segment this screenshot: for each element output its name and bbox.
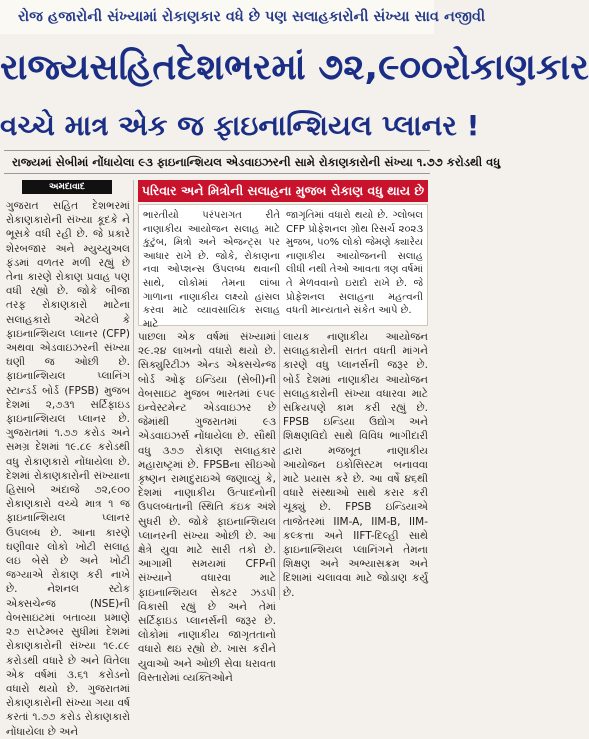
- headline-line-1: [0, 36, 589, 100]
- column-divider: [279, 330, 280, 600]
- sidebar-box-text-1: ભારતીયો પરંપરાગત રીતે નાણાકીય આયોજન સલાહ માટે કુટુંબ, મિત્રો અને એજન્ટ્સ પર આધાર રાખે છે. જોકે, રોકાણના નવા ઓપ્શન્સ ઉપલબ્ધ થવાની સાથે, લોકોમાં તેમના લાંબા ગાળાના નાણાકીય લક્ષ્યો હાંસલ કરવા માટે વ્યાવસાયિક સલાહ માટે: [143, 210, 280, 330]
- kicker-text: રોજ હજારોની સંખ્યામાં રોકાણકાર વધે છે પણ સલાહકારોની સંખ્યા સાવ નજીવી: [18, 9, 486, 25]
- sidebar-box-title: [138, 180, 428, 202]
- sidebar-box-column-2: [286, 209, 423, 323]
- dateline-text: અમદાવાદ: [49, 182, 85, 192]
- sidebar-box-title-text: પરિવાર અને મિત્રોની સલાહના મુજબ રોકાણ વધુ થાય છે: [141, 183, 425, 198]
- article-column-3: [283, 330, 428, 602]
- headline-line-1-text: રાજ્યસહિતદેશભરમાં ૭૨,૯૦૦રોકાણકાર: [0, 47, 589, 88]
- column-3-text: લાયક નાણાકીય આયોજન સલાહકારોની સતત વધતી માંગને કારણે વધુ પ્લાનર્સની જરૂર છે. બોર્ડ દેશમાં નાણાકીય આયોજન સલાહકારોની સંખ્યા વધારવા માટે સક્રિયપણે કામ કરી રહ્યું છે. FPSB ઇન્ડિયા ઉદ્યોગ અને શિક્ષણવિદો સાથે વિવિધ ભાગીદારી દ્વારા મજબૂત નાણાકીય આયોજન ઇકોસિસ્ટમ બનાવવા માટે પ્રયાસ કરે છે. આ વર્ષે ૪૬થી વધારે સંસ્થાઓ સાથે કરાર કરી ચૂક્યું છે. FPSB ઇન્ડિયાએ તાજેતરમાં IIM-A, IIM-B, IIM-કલ્કત્તા અને IIFT-દિલ્હી સાથે ફાઇનાન્શિયલ પ્લાનિંગને તેમના શિક્ષણ અને અભ્યાસક્રમ અને દિશામાં ચલાવવા માટે જોડાણ કર્યું છે.: [283, 331, 428, 599]
- subheadline-text: રાજ્યમાં સેબીમાં નોંધાયેલા ૯૩ ફાઇનાન્શિયલ એડવાઇઝરની સામે રોકાણકારોની સંખ્યા ૧.૭૭ કરોડથી વધુ: [12, 155, 501, 169]
- headline-line-2-text: વચ્ચે માત્ર એક જ ફાઇનાન્શિયલ પ્લાનર !: [0, 109, 480, 142]
- sidebar-box: [138, 204, 428, 330]
- column-1-text: ગુજરાત સહિત દેશભરમાં રોકાણકારોની સંખ્યા કૂદકે ને ભૂસકે વધી રહી છે. જે પ્રકારે શેરબજાર અને મ્યુચ્યુઅલ ફંડમાં વળતર મળી રહ્યું છે તેના કારણે રોકાણ પ્રવાહ પણ વધી રહ્યો છે. જોકે બીજા તરફ રોકાણકારો માટેના સલાહકારો એટલે કે ફાઇનાન્શિયલ પ્લાનર (CFP) અથવા એડવાઇઝરની સંખ્યા ઘણી જ ઓછી છે. ફાઇનાન્શિયલ પ્લાનિંગ સ્ટાન્ડર્ડ બોર્ડ (FPSB) મુજબ દેશમાં ૨,૭૩૧ સર્ટિફાઇડ ફાઇનાન્શિયલ પ્લાનર છે. ગુજરાતમાં ૧.૭૭ કરોડ અને સમગ્ર દેશમાં ૧૯.૮૯ કરોડથી વધુ રોકાણકારો નોંધાયેલા છે. દેશમાં રોકાણકારોની સંખ્યાના હિસાબે અંદાજે ૭૨,૯૦૦ રોકાણકારો વચ્ચે માત્ર ૧ જ ફાઇનાન્શિયલ પ્લાનર ઉપલબ્ધ છે. આના કારણે ઘણીવાર લોકો ખોટી સલાહ લઇ બેસે છે અને ખોટી જગ્યાએ રોકાણ કરી નાખે છે. નેશનલ સ્ટોક એક્સચેન્જ (NSE)ની વેબસાઇટમાં બતાવ્યા પ્રમાણે ૨૭ સપ્ટેમ્બર સુધીમાં દેશમાં રોકાણકારોની સંખ્યા ૧૯.૮૯ કરોડથી વધારે છે અને વિતેલા એક વર્ષમાં ૩.૬૧ કરોડનો વધારો થયો છે. ગુજરાતમાં રોકાણકારોની સંખ્યા ગયા વર્ષ કરતાં ૧.૭૭ કરોડ રોકાણકારો નોંધાયેલા છે અને: [6, 200, 130, 738]
- column-divider: [133, 180, 134, 600]
- headline-line-2: [0, 102, 480, 150]
- sidebar-box-column-1: [143, 209, 280, 330]
- article-column-1: [6, 177, 130, 738]
- subheadline: [4, 150, 501, 174]
- sidebar-box-text-2: જાગૃતિમાં વધારો થયો છે. ગ્લોબલ CFP પ્રોફેશનલ ગ્રોથ રિસર્ચ ૨૦૨૩ મુજબ, ૫૦% લોકો જેમણે ક્યારેય નાણાકીય આયોજનની સલાહ લીધી નથી તેઓ આવતા ત્રણ વર્ષમાં તે મેળવવાનો ઇરાદો રાખે છે. જે પ્રોફેશનલ સલાહના મહત્વની વધતી માન્યતાને સંકેત આપે છે.: [286, 210, 423, 317]
- kicker-band: [0, 0, 486, 34]
- article-column-2: [138, 330, 276, 684]
- column-2-text: પાછલા એક વર્ષમાં સંખ્યામાં ૨૯.૨૪ લાખનો વધારો થયો છે. સિક્યુરિટીઝ એન્ડ એક્સચેન્જ બોર્ડ ઓફ ઇન્ડિયા (સેબી)ની વેબસાઇટ મુજબ ભારતમાં ૯૫૯ ઇન્વેસ્ટમેન્ટ એડવાઇઝર છે જેમાંથી ગુજરાતમાં ૯૩ એડવાઇઝર્સ નોંધાયેલા છે. સૌથી વધુ ૩૭૭ રોકાણ સલાહકાર મહારાષ્ટ્રમાં છે. FPSBના સીઇઓ કૃષ્ણન રામાદુરાઇએ જણાવ્યું કે, દેશમાં નાણાકીય ઉત્પાદનોની ઉપલબ્ધતાની સ્થિતિ કંઇક અંશે સુધરી છે. જોકે ફાઇનાન્શિયલ પ્લાનરની સંખ્યા ઓછી છે. આ ક્ષેત્રે યુવા માટે સારી તકો છે. આગામી સમયમાં CFPની સંખ્યાને વધારવા માટે ફાઇનાન્શિયલ સેક્ટર ઝડપી વિકાસી રહ્યું છે અને તેમાં સર્ટિફાઇડ પ્લાનર્સની જરૂર છે. લોકોમાં નાણાકીય જાગૃતતાનો વધારો થઇ રહ્યો છે. ખાસ કરીને યુવાઓ અને ઓછી સેવા ધરાવતા વિસ્તારોમાં વ્યક્તિઓને: [138, 331, 276, 684]
